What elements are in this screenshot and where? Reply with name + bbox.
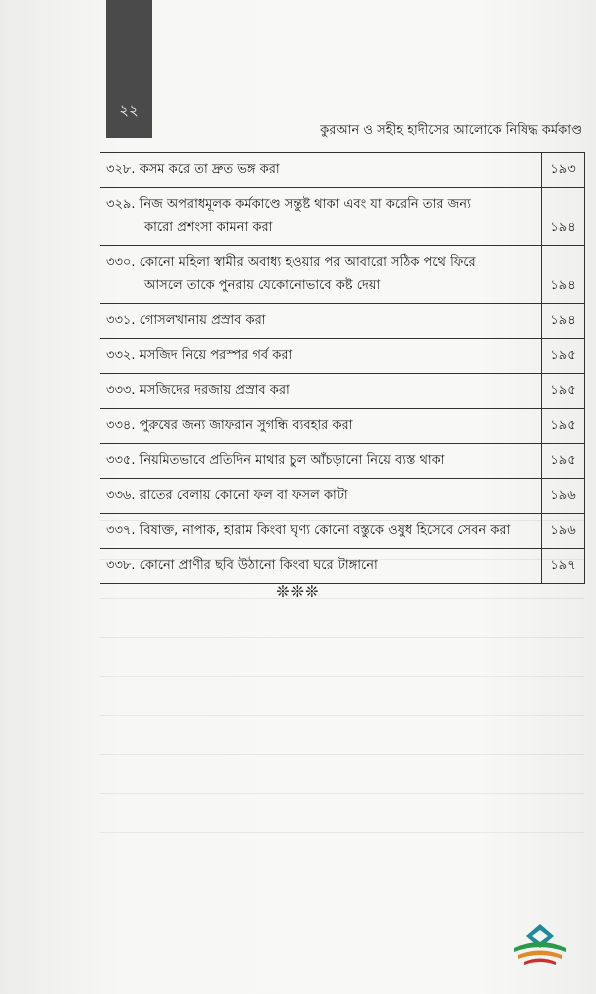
toc-entry-title: ৩৩৫. নিয়মিতভাবে প্রতিদিন মাথার চুল আঁচড়ানো নিয়ে ব্যস্ত থাকা xyxy=(106,453,445,468)
toc-entry-title: ৩৩৩. মসজিদের দরজায় প্রস্রাব করা xyxy=(106,383,290,398)
toc-entry-title: ৩৩৭. বিষাক্ত, নাপাক, হারাম কিংবা ঘৃণ্য কোনো বস্তুকে ওষুধ হিসেবে সেবন করা xyxy=(106,523,511,538)
toc-entry-title: ৩৩৪. পুরুষের জন্য জাফরান সুগন্ধি ব্যবহার করা xyxy=(106,418,353,433)
toc-entry-page: ১৯৬ xyxy=(541,479,584,513)
toc-entry-page: ১৯৫ xyxy=(541,444,584,478)
toc-entry-title: ৩৩৬. রাতের বেলায় কোনো ফল বা ফসল কাটা xyxy=(106,488,348,503)
publisher-logo-icon xyxy=(510,922,570,966)
toc-row xyxy=(100,304,584,339)
toc-entry-title: ৩৩২. মসজিদ নিয়ে পরস্পর গর্ব করা xyxy=(106,348,293,363)
section-separator: ❊❊❊ xyxy=(276,582,320,601)
toc-row xyxy=(100,246,584,304)
toc-row xyxy=(100,339,584,374)
toc-entry-title: ৩২৮. কসম করে তা দ্রুত ভঙ্গ করা xyxy=(106,162,280,177)
toc-entry-title: ৩২৯. নিজ অপরাধমূলক কর্মকাণ্ডে সন্তুষ্ট থাকা এবং যা করেনি তার জন্য কারো প্রশংসা কামনা করা xyxy=(106,197,471,235)
toc-entry-page: ১৯৫ xyxy=(541,409,584,443)
toc-entry-title: ৩৩৮. কোনো প্রাণীর ছবি উঠানো কিংবা ঘরে টাঙ্গানো xyxy=(106,558,378,573)
toc-entry-title: ৩৩১. গোসলখানায় প্রস্রাব করা xyxy=(106,313,266,328)
toc-entry-page: ১৯৪ xyxy=(541,188,584,245)
toc-row xyxy=(100,514,584,549)
toc-entry-page: ১৯৫ xyxy=(541,339,584,373)
page-number: ২২ xyxy=(119,101,139,119)
running-head: কুরআন ও সহীহ হাদীসের আলোকে নিষিদ্ধ কর্মকাণ্ড xyxy=(320,123,582,138)
toc-entry-page: ১৯৭ xyxy=(541,549,584,583)
table-of-contents xyxy=(100,152,585,584)
toc-row xyxy=(100,549,584,584)
toc-entry-page: ১৯৬ xyxy=(541,514,584,548)
toc-row xyxy=(100,479,584,514)
toc-row xyxy=(100,188,584,246)
toc-entry-page: ১৯৩ xyxy=(541,153,584,187)
toc-entry-page: ১৯৪ xyxy=(541,246,584,303)
toc-row xyxy=(100,374,584,409)
toc-entry-page: ১৯৪ xyxy=(541,304,584,338)
toc-row xyxy=(100,409,584,444)
page-number-tab xyxy=(106,0,152,138)
toc-row xyxy=(100,153,584,188)
toc-row xyxy=(100,444,584,479)
toc-entry-title: ৩৩০. কোনো মহিলা স্বামীর অবাধ্য হওয়ার পর আবারো সঠিক পথে ফিরে আসলে তাকে পুনরায় যেকোনোভাবে কষ্ট দেয়া xyxy=(106,255,476,293)
toc-entry-page: ১৯৫ xyxy=(541,374,584,408)
